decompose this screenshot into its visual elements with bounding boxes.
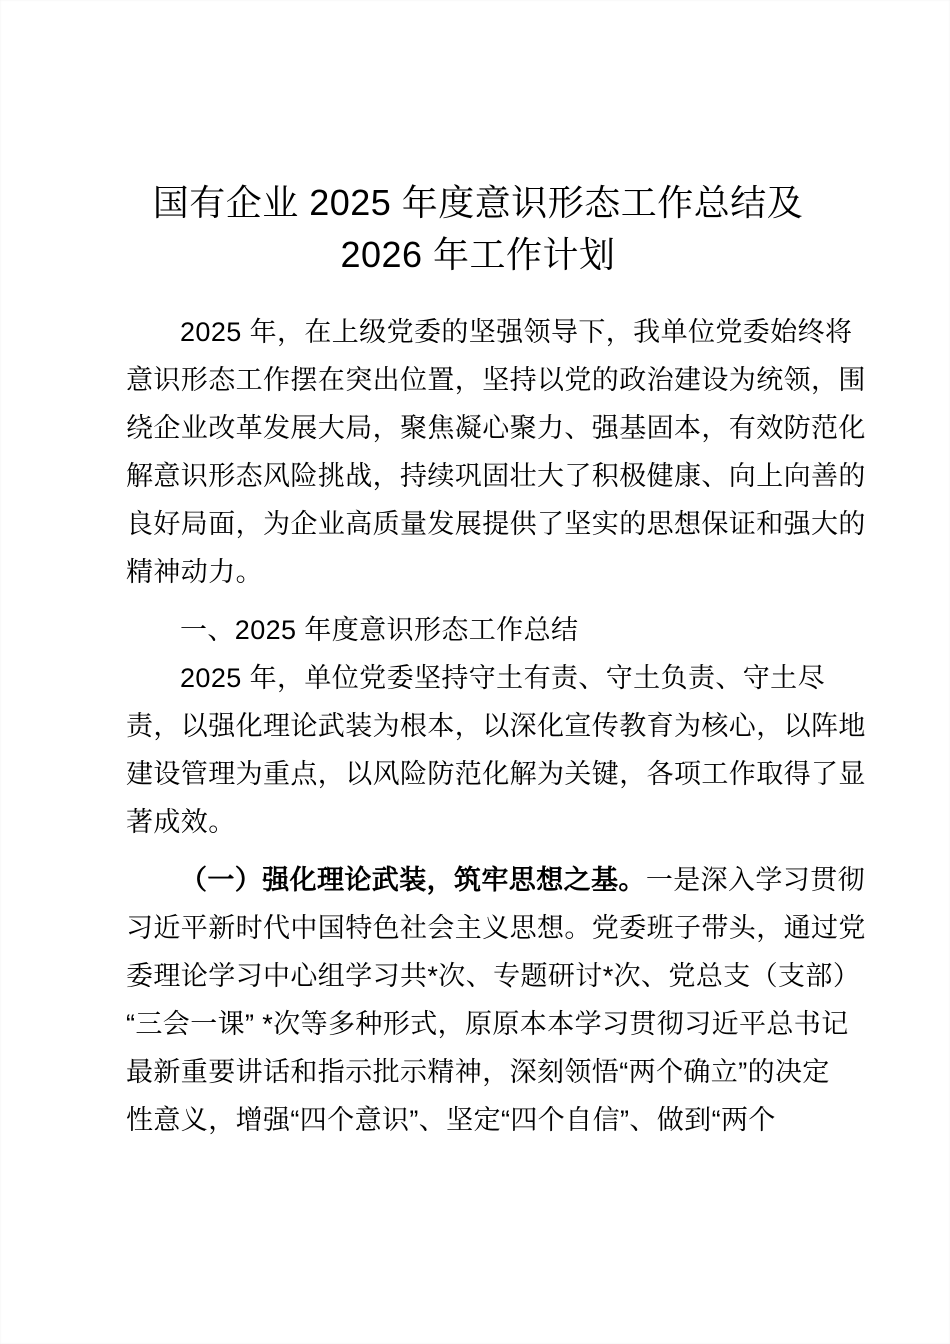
point-1-paragraph — [126, 856, 866, 1144]
intro-paragraph — [126, 308, 866, 596]
text-line — [126, 952, 861, 1000]
text-segment: 2025 年，在上级党委的坚强领导下，我单位党委始终将 — [180, 317, 853, 347]
text-segment: 绕企业改革发展大局，聚焦凝心聚力、强基固本，有效防范化 — [126, 413, 866, 443]
text-line — [126, 452, 866, 500]
text-segment: 性意义，增强“四个意识”、坚定“四个自信”、做到“两个 — [126, 1105, 776, 1135]
text-line — [126, 798, 830, 846]
text-segment: 精神动力。 — [126, 557, 263, 587]
text-line — [126, 1000, 849, 1048]
text-line — [126, 904, 866, 952]
text-segment: 习近平新时代中国特色社会主义思想。党委班子带头，通过党 — [126, 913, 866, 943]
section-1-intro-paragraph — [126, 654, 866, 846]
text-segment: 一、2025 年度意识形态工作总结 — [180, 615, 579, 645]
text-segment: 委理论学习中心组学习共*次、专题研讨*次、党总支（支部） — [126, 961, 861, 991]
text-segment: 建设管理为重点，以风险防范化解为关键，各项工作取得了显 — [126, 759, 866, 789]
text-line — [126, 750, 866, 798]
text-segment: 解意识形态风险挑战，持续巩固壮大了积极健康、向上向善的 — [126, 461, 866, 491]
text-line — [126, 356, 866, 404]
text-segment: 最新重要讲话和指示批示精神，深刻领悟“两个确立”的决定 — [126, 1057, 830, 1087]
text-segment: 著成效。 — [126, 807, 236, 837]
text-segment: 良好局面，为企业高质量发展提供了坚实的思想保证和强大的 — [126, 509, 866, 539]
document-body — [126, 308, 866, 1144]
text-segment: 一是深入学习贯彻 — [645, 865, 866, 895]
text-line — [126, 500, 866, 548]
document-title-line-1: 国有企业 2025 年度意识形态工作总结及 — [152, 182, 804, 223]
bold-text-segment: （一）强化理论武装，筑牢思想之基。 — [180, 865, 646, 895]
text-segment: “三会一课” *次等多种形式，原原本本学习贯彻习近平总书记 — [126, 1009, 849, 1039]
text-line — [126, 308, 853, 356]
text-segment: 责，以强化理论武装为根本，以深化宣传教育为核心，以阵地 — [126, 711, 866, 741]
text-line — [126, 1096, 830, 1144]
section-1-heading — [126, 606, 830, 654]
text-segment: 意识形态工作摆在突出位置，坚持以党的政治建设为统领，围 — [126, 365, 866, 395]
text-line — [126, 404, 866, 452]
text-line — [126, 856, 866, 904]
text-line — [126, 654, 830, 702]
text-line — [126, 548, 830, 596]
text-line — [126, 1048, 830, 1096]
document-title — [126, 177, 830, 281]
text-line — [126, 702, 866, 750]
text-segment: 2025 年，单位党委坚持守土有责、守土负责、守土尽 — [180, 663, 825, 693]
text-line — [126, 606, 830, 654]
document-title-line-2: 2026 年工作计划 — [340, 234, 616, 275]
